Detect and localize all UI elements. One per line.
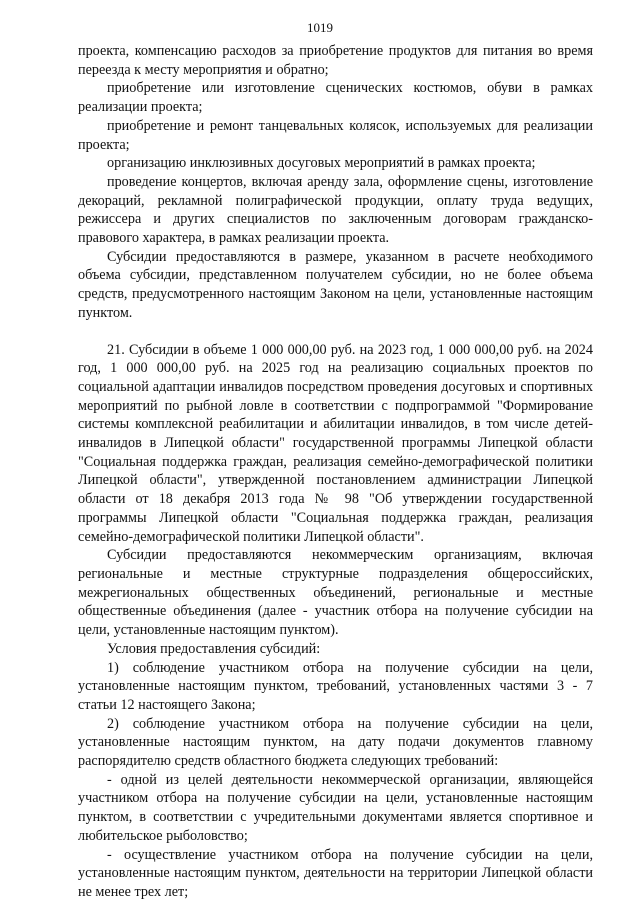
condition-1-paragraph: 1) соблюдение участником отбора на получение субсидии на цели, установленные настоящим пунктом, требований, установленных частями 3 - 7 статьи 12 настоящего Закона; (78, 659, 593, 713)
paragraph: проведение концертов, включая аренду зала, оформление сцены, изготовление декораций, рекламной полиграфической продукции, оплату труда ведущих, режиссера и других специалистов по заключенным договорам гражданско-правового характера, в рамках реализации проекта. (78, 173, 593, 247)
paragraph: Условия предоставления субсидий: (107, 640, 321, 657)
paragraph: проекта, компенсацию расходов за приобретение продуктов для питания во время переезда к месту мероприятия и обратно; (78, 43, 593, 78)
requirement-item: - осуществление участником отбора на получение субсидии на цели, установленные настоящим пунктом, деятельности на территории Липецкой области не менее трех лет; (78, 846, 593, 900)
paragraph: Субсидии предоставляются некоммерческим организациям, включая региональные и местные структурные подразделения общероссийских, межрегиональных общественных объединений, региональные и местные общественные объединения (далее - участник отбора на получение субсидии на цели, установленные настоящим пунктом). (78, 547, 593, 639)
paragraph: Субсидии предоставляются в размере, указанном в расчете необходимого объема субсидии, представленном получателем субсидии, но не более объема средств, предусмотренного настоящим Законом на цели, установленные настоящим пунктом. (78, 248, 593, 321)
requirement-item: - одной из целей деятельности некоммерческой организации, являющейся участником отбора на получение субсидии на цели, установленные настоящим пунктом, в соответствии с учредительными документами является спортивное и любительское рыболовство; (78, 771, 593, 844)
condition-2-paragraph: 2) соблюдение участником отбора на получение субсидии на цели, установленные настоящим пунктом, на дату подачи документов главному распорядителю средств областного бюджета следующих требований: (78, 715, 593, 770)
paragraph: организацию инклюзивных досуговых мероприятий в рамках проекта; (107, 155, 536, 172)
paragraph: приобретение или изготовление сценических костюмов, обуви в рамках реализации проекта; (78, 80, 593, 116)
paragraph: приобретение и ремонт танцевальных колясок, используемых для реализации проекта; (78, 117, 593, 153)
page-number: 1019 (307, 20, 333, 35)
document-body (78, 42, 593, 902)
section-21-paragraph: 21. Субсидии в объеме 1 000 000,00 руб. на 2023 год, 1 000 000,00 руб. на 2024 год, 1 000 000,00 руб. на 2025 год на реализацию социальных проектов по социальной адаптации инвалидов посредством проведения досуговых и спортивных мероприятий по рыбной ловле в соответствии с подпрограммой "Формирование системы комплексной реабилитации и абилитации инвалидов, в том числе детей-инвалидов в Липецкой области" государственной программы Липецкой области "Социальная поддержка граждан, реализация семейно-демографической политики Липецкой области", утвержденной постановлением администрации Липецкой области от 18 декабря 2013 года № 98 "Об утверждении государственной программы Липецкой области "Социальная поддержка граждан, реализация семейно-демографической политики Липецкой области". (78, 341, 593, 545)
